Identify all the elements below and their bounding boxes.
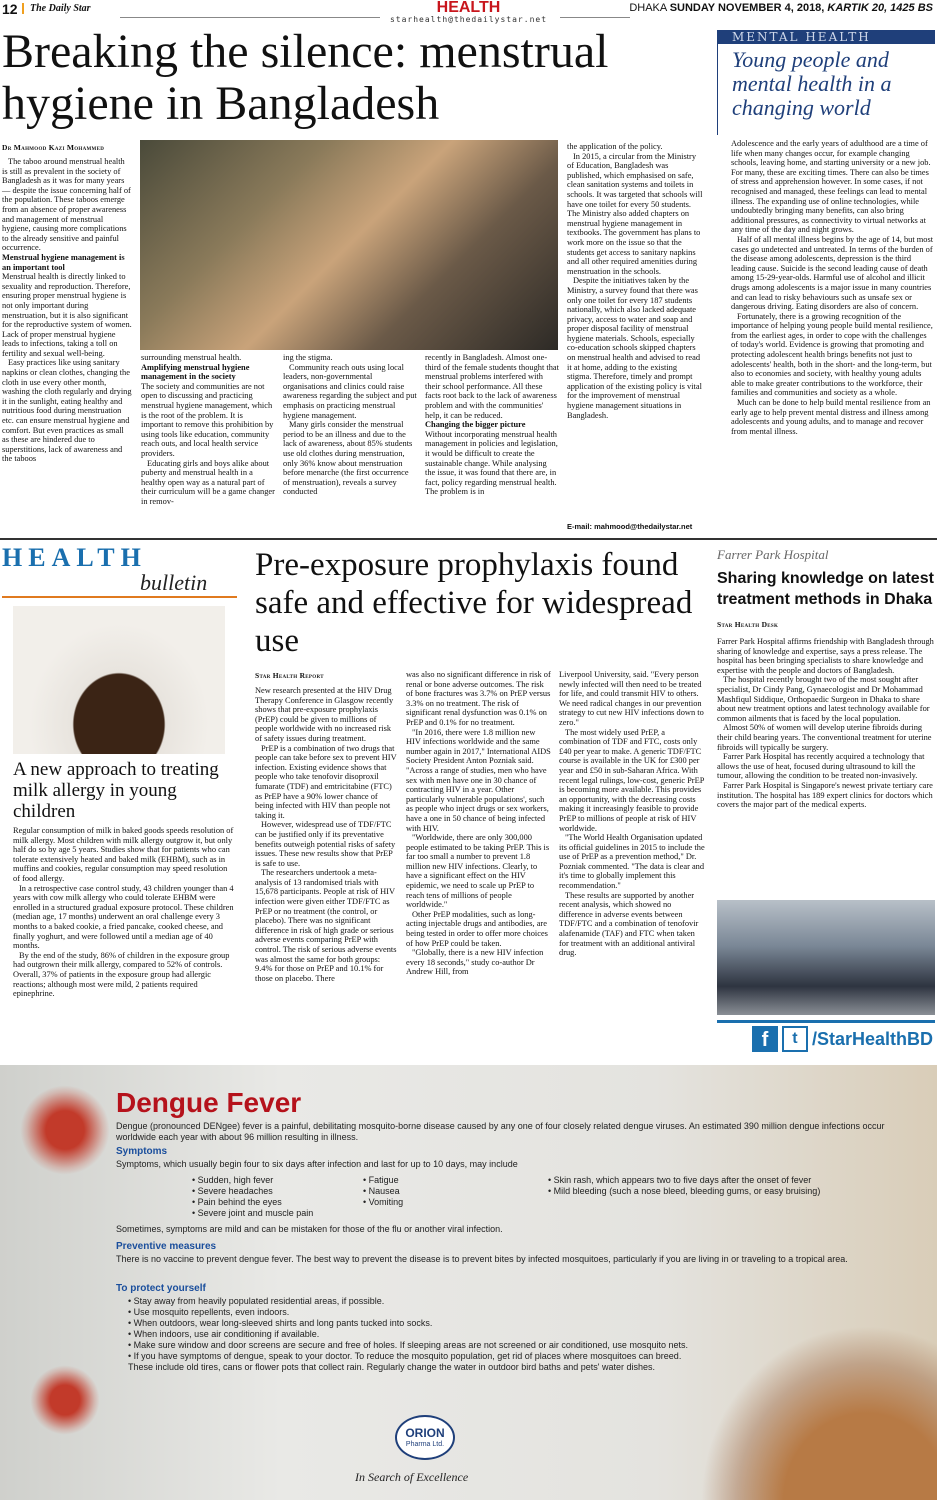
- lead-byline: Dr Mahmood Kazi Mohammed: [2, 143, 105, 152]
- group-photo: [717, 900, 935, 1015]
- mental-headline: Young people and mental health in a changing world: [732, 47, 892, 120]
- paragraph: Fortunately, there is a growing recognition of the importance of helping young people build mental resilience, from the earliest ages, in order to cope with the challenges of today's world. Evidence is growing that promoting and protecting adolescent health brings benefits not just to adolescents' health, both in the short- and the long-term, but also to economies and society, with healthy young adults able to make greater contributions to the workforce, their families and communities and society as a whole.: [731, 311, 933, 398]
- symptom-item: • Severe headaches: [192, 1186, 357, 1197]
- lead-headline: Breaking the silence: menstrual hygiene in Bangladesh: [2, 25, 609, 130]
- dateline: [629, 2, 933, 14]
- paragraph: New research presented at the HIV Drug Therapy Conference in Glasgow recently shows that pre-exposure prophylaxis (PrEP) could be given to millions of people worldwide with no increased risk of safety issues during treatment.: [255, 686, 394, 743]
- paragraph: The hospital recently brought two of the most sought after specialist, Dr Cindy Pang, Gynaecologist and Dr Mohammad Mashfiqul Siddique, Orthopaedic Surgeon in Dhaka to share about new treatment options and latest technology available for common ailments that is faced by the local population.: [717, 675, 930, 723]
- lead-col-4: [425, 353, 559, 497]
- author-email[interactable]: E-mail: mahmood@thedailystar.net: [567, 522, 693, 531]
- protect-item: • Make sure window and door screens are secure and free of holes. If sleeping areas are not screened or air conditioned, use mosquito nets.: [128, 1340, 688, 1351]
- paragraph: ing the stigma.: [283, 353, 333, 362]
- subhead: Menstrual hygiene management is an important tool: [2, 252, 125, 272]
- prep-col-3: [559, 670, 705, 958]
- prevent-text: There is no vaccine to prevent dengue fever. The best way to prevent the disease is to prevent bites by infected mosquitoes, particularly if you are living in or traveling to a tropical area.: [116, 1254, 848, 1264]
- lead-col-3: [283, 353, 417, 497]
- bulletin-label-script: bulletin: [140, 570, 208, 595]
- protect-item: • When indoors, use air conditioning if available.: [128, 1329, 688, 1340]
- section-divider: [0, 538, 937, 540]
- dengue-intro: Dengue (pronounced DENgee) fever is a painful, debilitating mosquito-borne disease caused by any one of four closely related dengue viruses. An estimated 390 million dengue infections occur worldwide each year with about 96 million resulting in illness.: [116, 1121, 885, 1142]
- lead-col-2: [141, 353, 275, 507]
- paragraph: Despite the initiatives taken by the Ministry, a survey found that there was only one toilet for every 187 students nationally, which also lacked adequate privacy, access to water and soap and proper disposal facility of menstrual hygiene materials. Schools, especially co-education schools skipped chapters on menstrual health and advised to read it at home, adding to the existing stigma. Therefore, timely and prompt application of the existing policy is vital for the improvement of menstrual hygiene management situations in Bangladesh.: [567, 276, 702, 420]
- mental-kicker: MENTAL HEALTH: [732, 30, 871, 44]
- symptom-item: • Pain behind the eyes: [192, 1197, 357, 1208]
- paragraph: Much can be done to help build mental resilience from an early age to help prevent mental distress and illness among adolescents and young adults, and to manage and recover from mental illness.: [731, 398, 931, 436]
- symptoms-list-3: [548, 1175, 933, 1197]
- paragraph: Farrer Park Hospital affirms friendship with Bangladesh through sharing of knowledge and expertise, says a press release. The hospital has been bringing specialists to share knowledge and expertise with the people and doctors of Bangladesh.: [717, 637, 934, 675]
- lead-col-1: [2, 157, 132, 464]
- bulletin-body: [13, 826, 235, 999]
- paragraph: Almost 50% of women will develop uterine fibroids during their child bearing years. The conventional treatment for uterine fibroids will typically be surgery.: [717, 723, 932, 752]
- paragraph: However, widespread use of TDF/FTC can be justified only if its preventative benefits outweigh potential risks of safety issues. These new results show that PrEP is safe to use.: [255, 820, 396, 868]
- paragraph: PrEP is a combination of two drugs that people can take before sex to prevent HIV infection. Existing evidence shows that people who take tenofovir disoproxil fumarate (TDF) and emtricitabine (FTC) as PrEP have a 90% lower chance of being infected with HIV than people not taking it.: [255, 743, 397, 820]
- paragraph: Community reach outs using local leaders, non-governmental organisations and clinics could raise awareness regarding the subject and put emphasis on practicing menstrual hygiene management.: [283, 362, 417, 420]
- dengue-advert: [0, 1065, 937, 1500]
- page-number: 12: [2, 1, 18, 17]
- paragraph: "Worldwide, there are only 300,000 people estimated to be taking PrEP. This is far too small a number to prevent 1.8 million new HIV infections. Clearly, to have a significant effect on the HIV epidemic, we need to scale up PrEP to reach tens of millions of people worldwide.": [406, 833, 550, 910]
- symptoms-heading: Symptoms: [116, 1146, 168, 1157]
- virus-icon: [20, 1085, 110, 1175]
- paragraph: "The World Health Organisation updated its official guidelines in 2015 to include the use of PrEP as a prevention method," Dr. Pozniak commented. "The data is clear and it's time to globally implement this recommendation.": [559, 833, 705, 891]
- mental-health-box: [717, 30, 935, 135]
- paragraph: By the end of the study, 86% of children in the exposure group had outgrown their milk allergy, compared to 52% of controls. Overall, 37% of patients in the exposure group had allergic reactions; although most were mild, 2 patients required epinephrine.: [13, 950, 230, 999]
- sponsor-tagline: In Search of Excellence: [355, 1470, 469, 1484]
- paragraph: recently in Bangladesh. Almost one-third of the female students thought that menstrual problems interfered with their school performance. All these facts root back to the lack of awareness problem and with the communities' help, it can be reduced.: [425, 353, 559, 420]
- section-title: HEALTH: [436, 0, 501, 16]
- social-handle[interactable]: /StarHealthBD: [811, 1028, 933, 1049]
- symptoms-list-2: [363, 1175, 533, 1208]
- paragraph: "Globally, there is a new HIV infection every 18 seconds," study co-author Dr Andrew Hill, from: [406, 948, 544, 977]
- symptoms-list-1: [192, 1175, 357, 1219]
- prevent-heading: Preventive measures: [116, 1241, 217, 1252]
- protect-item: • When outdoors, wear long-sleeved shirts and long pants tucked into socks.: [128, 1318, 688, 1329]
- dengue-title: Dengue Fever: [116, 1087, 302, 1118]
- paragraph: In 2015, a circular from the Ministry of Education, Bangladesh was published, which emphasised on safe, clean sanitation systems and toilets in schools. It was targeted that schools will have one toilet for every 50 students. The Ministry also added chapters on menstrual hygiene management in textbooks. The government has plans to work more on the issue so that the students get access to sanitary napkins and all other required amenities during menstruation in the schools.: [567, 151, 703, 276]
- prep-byline: Star Health Report: [255, 671, 324, 680]
- paragraph: Farrer Park Hospital has recently acquired a technology that allows the use of heat, focused during ultrasound to kill the tumour, allowing the condition to be treated non-invasively.: [717, 752, 925, 781]
- subhead: Changing the bigger picture: [425, 420, 526, 430]
- farrer-body: [717, 637, 935, 810]
- divider: [120, 17, 380, 18]
- bulletin-headline: A new approach to treating milk allergy in young children: [13, 759, 219, 822]
- protect-list: [128, 1296, 688, 1373]
- paragraph: Regular consumption of milk in baked goods speeds resolution of milk allergy. Most children with milk allergy outgrow it, but only half do so by age 5 years. Studies show that for patients who can tolerate extensively heated and baked milk (EHBM), such as in muffins and cookies, regular consumption may speed resolution of food allergy.: [13, 826, 234, 883]
- paragraph: surrounding menstrual health.: [141, 353, 242, 362]
- prep-headline: Pre-exposure prophylaxis found safe and effective for widespread use: [255, 547, 693, 659]
- symptom-item: • Fatigue: [363, 1175, 533, 1186]
- girls-photo: [140, 140, 558, 350]
- bulletin-label: [2, 544, 237, 598]
- farrer-byline: Star Health Desk: [717, 620, 779, 629]
- sponsor-sub: Pharma Ltd.: [405, 1441, 445, 1448]
- paragraph: The most widely used PrEP, a combination of TDF and FTC, costs only £40 per year to make. A generic TDF/FTC course is available in the UK for £300 per year and £50 in sub-Saharan Africa. With recent legal rulings, low-cost, generic PrEP is becoming more available. This provides an opportunity, with the decreasing costs making it increasingly feasible to provide PrEP to millions of people at risk of HIV worldwide.: [559, 727, 705, 833]
- paragraph: In a retrospective case control study, 43 children younger than 4 years with cow milk allergy who could tolerate EHBM were enrolled in a structured gradual exposure protocol. These children (median age, 17 months) underwent an oral challenge every 3 months to a baked cookie, a fried pancake, cooked cheese, and finally yoghurt, and were followed until a median age of 40 months.: [13, 883, 234, 951]
- symptom-item: • Sudden, high fever: [192, 1175, 357, 1186]
- mild-note: Sometimes, symptoms are mild and can be mistaken for those of the flu or another viral infection.: [116, 1224, 503, 1234]
- paragraph: Half of all mental illness begins by the age of 14, but most cases go undetected and untreated. In terms of the burden of the disease among adolescents, depression is the third leading cause. Suicide is the second leading cause of death among 15-29-year-olds. Harmful use of alcohol and illicit drugs among adolescents is a major issue in many countries and can lead to risky behaviours such as unsafe sex or dangerous driving. Eating disorders are also of concern.: [731, 234, 934, 312]
- protect-item: • Stay away from heavily populated residential areas, if possible.: [128, 1296, 688, 1307]
- symptom-item: • Nausea: [363, 1186, 533, 1197]
- paragraph: Educating girls and boys alike about puberty and menstrual health in a healthy open way as a natural part of their curriculum will be a game changer in remov-: [141, 458, 275, 506]
- symptoms-intro: Symptoms, which usually begin four to six days after infection and last for up to 10 days, may include: [116, 1159, 518, 1169]
- paragraph: Menstrual health is directly linked to sexuality and reproduction. Therefore, ensuring proper menstrual hygiene is not only important during menstruation, but it is also significant for the reproductive system of women. Lack of proper menstrual hygiene leads to infections, taking a toll on fertility and sexual well-being.: [2, 272, 132, 358]
- paragraph: "In 2016, there were 1.8 million new HIV infections worldwide and the same number again in 2017," International AIDS Society President Anton Pozniak said. "Across a range of studies, men who have sex with men have one in 30 chance of contracting HIV in a year. Other particularly vulnerable populations', such as people who inject drugs or sex workers, have a one in 50 chance of being infected with HIV.: [406, 727, 551, 833]
- mosquito-image: [700, 1325, 937, 1500]
- child-cake-photo: [13, 606, 225, 754]
- page-header: [0, 0, 937, 24]
- sponsor-name: ORION: [405, 1426, 445, 1440]
- prep-col-2: [406, 670, 551, 977]
- paragraph: Adolescence and the early years of adulthood are a time of life when many changes occur, for example changing schools, leaving home, and starting university or a new job. For many, these are exciting times. There can also be times of stress and apprehension however. In some cases, if not recognised and managed, these feelings can lead to mental illness. The expanding use of online technologies, while undoubtedly bringing many benefits, can also bring additional pressures, as connectivity to virtual networks at any time of the day and night grows.: [731, 139, 931, 235]
- paragraph: These results are supported by another recent analysis, which showed no difference in adverse events between TDF/FTC and a combination of tenofovir alafenamide (TAF) and FTC when taken for treatment with an additional antiviral drug.: [559, 890, 699, 958]
- paper-logo: The Daily Star: [22, 3, 91, 14]
- paragraph: Farrer Park Hospital is Singapore's newest private tertiary care institution. The hospital has 189 expert clinics for doctors which covers the major part of the medical experts.: [717, 780, 933, 810]
- protect-item: • If you have symptoms of dengue, speak to your doctor. To reduce the mosquito population, get rid of places where mosquitoes can breed. These include old tires, cans or flower pots that collect rain. Regularly change the water in outdoor bird baths and pets' water dishes.: [128, 1351, 688, 1373]
- subhead: Amplifying menstrual hygiene management in the society: [141, 362, 250, 382]
- divider: [560, 17, 630, 18]
- mental-body: [731, 139, 935, 436]
- facebook-icon[interactable]: f: [752, 1026, 778, 1052]
- paragraph: the application of the policy.: [567, 142, 663, 151]
- paragraph: The society and communities are not open to discussing and practicing menstrual hygiene management, which is the root of the problem. It is important to remove this prohibition by using tools like education, community reach outs, and local health service providers.: [141, 381, 274, 458]
- paragraph: Easy practices like using sanitary napkins or clean clothes, changing the cloth in use every other month, washing the cloth regularly and drying it in the sunlight, eating healthy and nutritious food during menstruation etc. can ensure menstrual hygiene and comfort. But even practices as small as these are hindered due to superstitions, lack of awareness and the taboos: [2, 358, 132, 464]
- prep-col-1: [255, 686, 397, 983]
- paragraph: Many girls consider the menstrual period to be an illness and due to the lack of awareness, about 85% students use old clothes during menstruation, only 36% know about menstruation before menarche (the first occurrence of menstruation), reveals a survey conducted: [283, 420, 413, 497]
- virus-icon: [30, 1365, 100, 1435]
- symptom-item: • Mild bleeding (such a nose bleed, bleeding gums, or easy bruising): [548, 1186, 933, 1197]
- orion-logo: [395, 1415, 455, 1460]
- bulletin-label-main: HEALTH: [2, 543, 147, 572]
- social-bar: [717, 1020, 935, 1055]
- protect-item: • Use mosquito repellents, even indoors.: [128, 1307, 688, 1318]
- paragraph: Without incorporating menstrual health management in policies and legislation, it would be difficult to create the sustainable change. While analysing the issue, it was found that there are, in fact, policy regarding menstrual health. The problem is in: [425, 429, 558, 497]
- paragraph: Liverpool University, said. "Every person newly infected will then need to be treated for life, and could transmit HIV to others. We need radical changes in our prevention strategy to cut new HIV infections down to zero.": [559, 670, 704, 727]
- paragraph: Other PrEP modalities, such as long-acting injectable drugs and antibodies, are being tested in order to offer more choices of how PrEP could be taken.: [406, 909, 548, 948]
- symptom-item: • Vomiting: [363, 1197, 533, 1208]
- paragraph: was also no significant difference in risk of renal or bone adverse outcomes. The risk of bone fractures was 3.7% on PrEP versus 3.3% on no treatment. The risk of significant renal dysfunction was 0.1% on PrEP and 0.1% for no treatment.: [406, 670, 551, 727]
- farrer-kicker: Farrer Park Hospital: [717, 547, 829, 562]
- paragraph: The taboo around menstrual health is still as prevalent in the society of Bangladesh as it was for many years — despite the issue concerning half of the population. These taboos emerge from an absence of proper awareness and management of menstrual hygiene, causing more complications to the already sensitive and painful occurrence.: [2, 157, 131, 253]
- twitter-icon[interactable]: t: [782, 1026, 808, 1052]
- paragraph: The researchers undertook a meta-analysis of 13 randomised trials with 15,678 participants. People at risk of HIV infection were given either TDF/FTC as PrEP or no treatment (the control, or placebo). There was no significant difference in risk of high grade or serious adverse events comparing PrEP with control. The risk of serious adverse events was almost the same for both groups: 9.4% for those on PrEP and 10.1% for those on placebo. There: [255, 868, 397, 983]
- symptom-item: • Severe joint and muscle pain: [192, 1208, 357, 1219]
- symptom-item: • Skin rash, which appears two to five days after the onset of fever: [548, 1175, 933, 1186]
- protect-heading: To protect yourself: [116, 1283, 206, 1294]
- dateline-date: SUNDAY NOVEMBER 4, 2018,: [669, 2, 825, 14]
- lead-col-5: [567, 142, 703, 420]
- farrer-headline: Sharing knowledge on latest treatment methods in Dhaka: [717, 570, 934, 608]
- dateline-bengali: KARTIK 20, 1425 BS: [827, 2, 933, 14]
- dateline-city: DHAKA: [629, 2, 667, 14]
- section-email[interactable]: starhealth@thedailystar.net: [389, 15, 548, 24]
